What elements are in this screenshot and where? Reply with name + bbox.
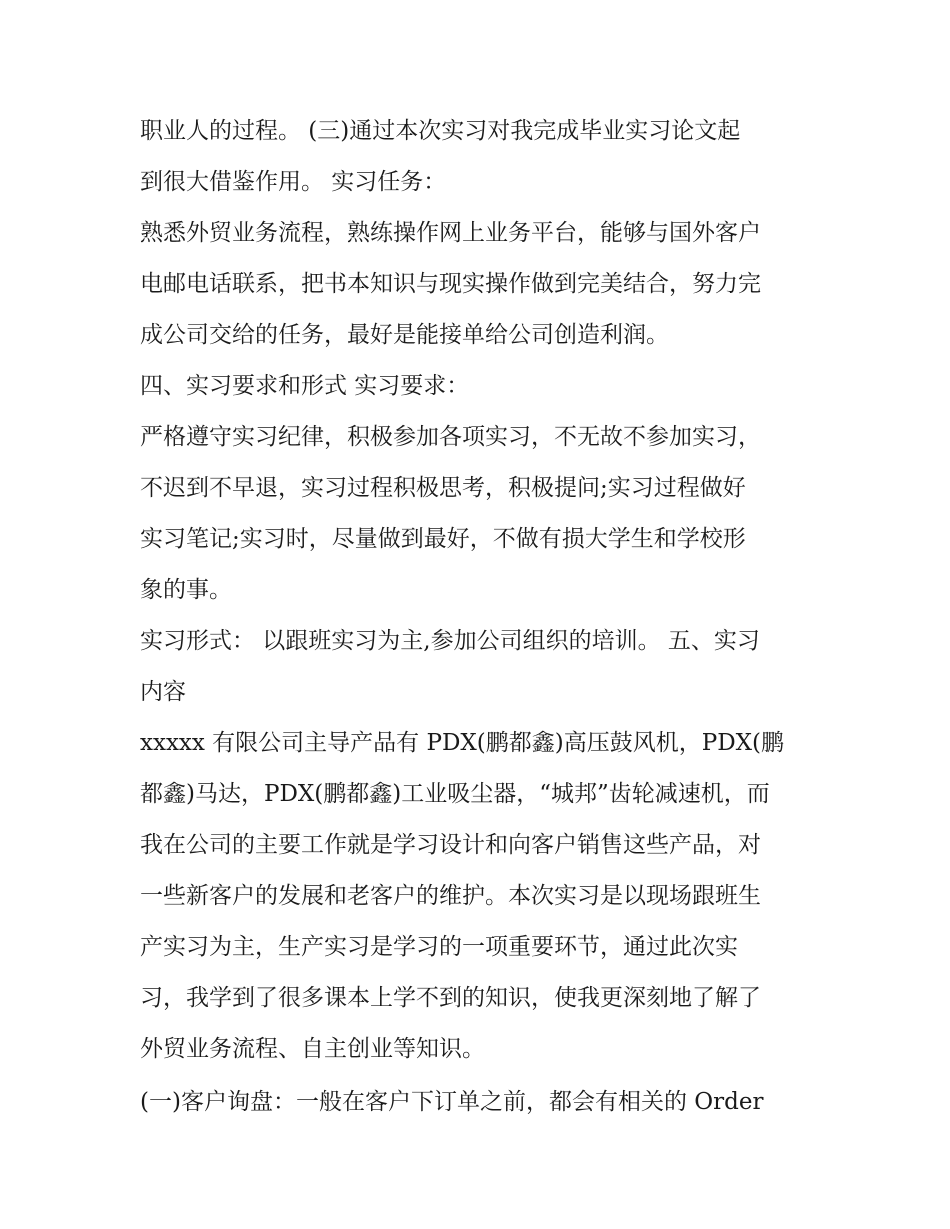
document-body — [140, 106, 820, 1128]
text-line: 四、实习要求和形式 实习要求： — [140, 373, 470, 399]
text-line: 电邮电话联系，把书本知识与现实操作做到完美结合，努力完 — [140, 271, 761, 297]
text-line: 内容 — [140, 679, 186, 705]
text-line: 都鑫)马达，PDX(鹏都鑫)工业吸尘器，“城邦”齿轮减速机，而 — [140, 781, 770, 807]
text-line: 习，我学到了很多课本上学不到的知识，使我更深刻地了解了 — [140, 985, 761, 1011]
text-line: 实习形式： 以跟班实习为主,参加公司组织的培训。 五、实习 — [140, 628, 760, 654]
text-line: xxxxx 有限公司主导产品有 PDX(鹏都鑫)高压鼓风机，PDX(鹏 — [140, 730, 784, 756]
text-line: 外贸业务流程、自主创业等知识。 — [140, 1036, 485, 1062]
text-line: 熟悉外贸业务流程，熟练操作网上业务平台，能够与国外客户 — [140, 220, 761, 246]
text-line: 实习笔记;实习时，尽量做到最好，不做有损大学生和学校形 — [140, 526, 746, 552]
text-line: 产实习为主，生产实习是学习的一项重要环节，通过此次实 — [140, 934, 738, 960]
text-line: (一)客户询盘：一般在客户下订单之前，都会有相关的 Order — [140, 1089, 764, 1115]
text-line: 不迟到不早退，实习过程积极思考，积极提问;实习过程做好 — [140, 475, 746, 501]
text-line: 一些新客户的发展和老客户的维护。本次实习是以现场跟班生 — [140, 883, 761, 909]
text-line: 成公司交给的任务，最好是能接单给公司创造利润。 — [140, 322, 669, 348]
text-line: 职业人的过程。 (三)通过本次实习对我完成毕业实习论文起 — [140, 118, 741, 144]
text-line: 严格遵守实习纪律，积极参加各项实习，不无故不参加实习， — [140, 424, 761, 450]
text-line: 我在公司的主要工作就是学习设计和向客户销售这些产品，对 — [140, 832, 761, 858]
text-line: 象的事。 — [140, 577, 232, 603]
text-line: 到很大借鉴作用。 实习任务： — [140, 169, 447, 195]
